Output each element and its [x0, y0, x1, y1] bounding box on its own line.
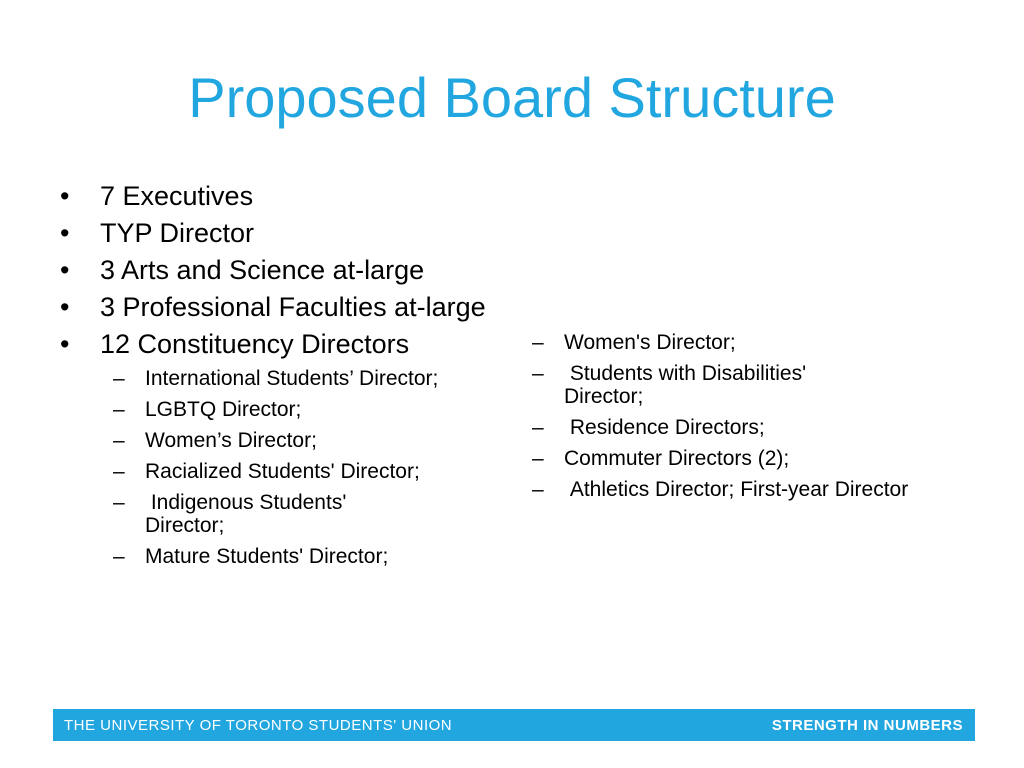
bullet-item	[60, 215, 486, 252]
sub-item-text: Commuter Directors (2);	[564, 447, 790, 470]
dash-marker: –	[532, 331, 544, 354]
footer-banner	[53, 709, 975, 741]
sub-item	[113, 398, 473, 421]
sub-item	[113, 429, 473, 452]
dash-marker: –	[113, 429, 125, 452]
constituency-list-right	[532, 331, 912, 509]
sub-item	[113, 545, 473, 568]
sub-item-text: Mature Students' Director;	[145, 545, 389, 568]
bullet-text: 3 Arts and Science at-large	[100, 255, 425, 285]
sub-item-text: Indigenous Students' Director;	[145, 491, 353, 537]
sub-item-text: Racialized Students' Director;	[145, 460, 420, 483]
sub-item-text: Athletics Director; First-year Director	[564, 478, 909, 501]
bullet-text: 7 Executives	[100, 181, 254, 211]
sub-item	[532, 331, 912, 354]
dash-marker: –	[532, 447, 544, 470]
dash-marker: –	[532, 416, 544, 439]
bullet-item	[60, 178, 486, 215]
bullet-text: 3 Professional Faculties at-large	[100, 292, 486, 322]
footer-organization-name: THE UNIVERSITY OF TORONTO STUDENTS' UNION	[64, 717, 453, 734]
sub-item-text: Residence Directors;	[564, 416, 765, 439]
dash-marker: –	[113, 460, 125, 483]
dash-marker: –	[113, 545, 125, 568]
slide-title: Proposed Board Structure	[188, 66, 836, 129]
sub-item-text: Students with Disabilities' Director;	[564, 362, 812, 408]
bullet-marker: •	[60, 329, 70, 359]
dash-marker: –	[113, 398, 125, 421]
main-bullet-list	[60, 178, 486, 363]
dash-marker: –	[113, 367, 125, 390]
bullet-marker: •	[60, 181, 70, 211]
bullet-marker: •	[60, 292, 70, 322]
sub-item	[113, 491, 405, 537]
bullet-item	[60, 326, 486, 363]
sub-item	[532, 478, 914, 501]
bullet-marker: •	[60, 218, 70, 248]
sub-item	[532, 416, 912, 439]
constituency-list-left	[113, 367, 473, 576]
sub-item	[113, 460, 473, 483]
sub-item-text: Women's Director;	[564, 331, 736, 354]
sub-item	[532, 362, 884, 408]
bullet-text: 12 Constituency Directors	[100, 329, 410, 359]
dash-marker: –	[532, 478, 544, 501]
dash-marker: –	[532, 362, 544, 385]
bullet-text: TYP Director	[100, 218, 255, 248]
sub-item-text: International Students’ Director;	[145, 367, 439, 390]
sub-item-text: LGBTQ Director;	[145, 398, 302, 421]
bullet-item	[60, 289, 486, 326]
sub-item	[532, 447, 912, 470]
dash-marker: –	[113, 491, 125, 514]
sub-item	[113, 367, 473, 390]
bullet-marker: •	[60, 255, 70, 285]
sub-item-text: Women’s Director;	[145, 429, 317, 452]
bullet-item	[60, 252, 486, 289]
footer-slogan: STRENGTH IN NUMBERS	[771, 717, 963, 734]
